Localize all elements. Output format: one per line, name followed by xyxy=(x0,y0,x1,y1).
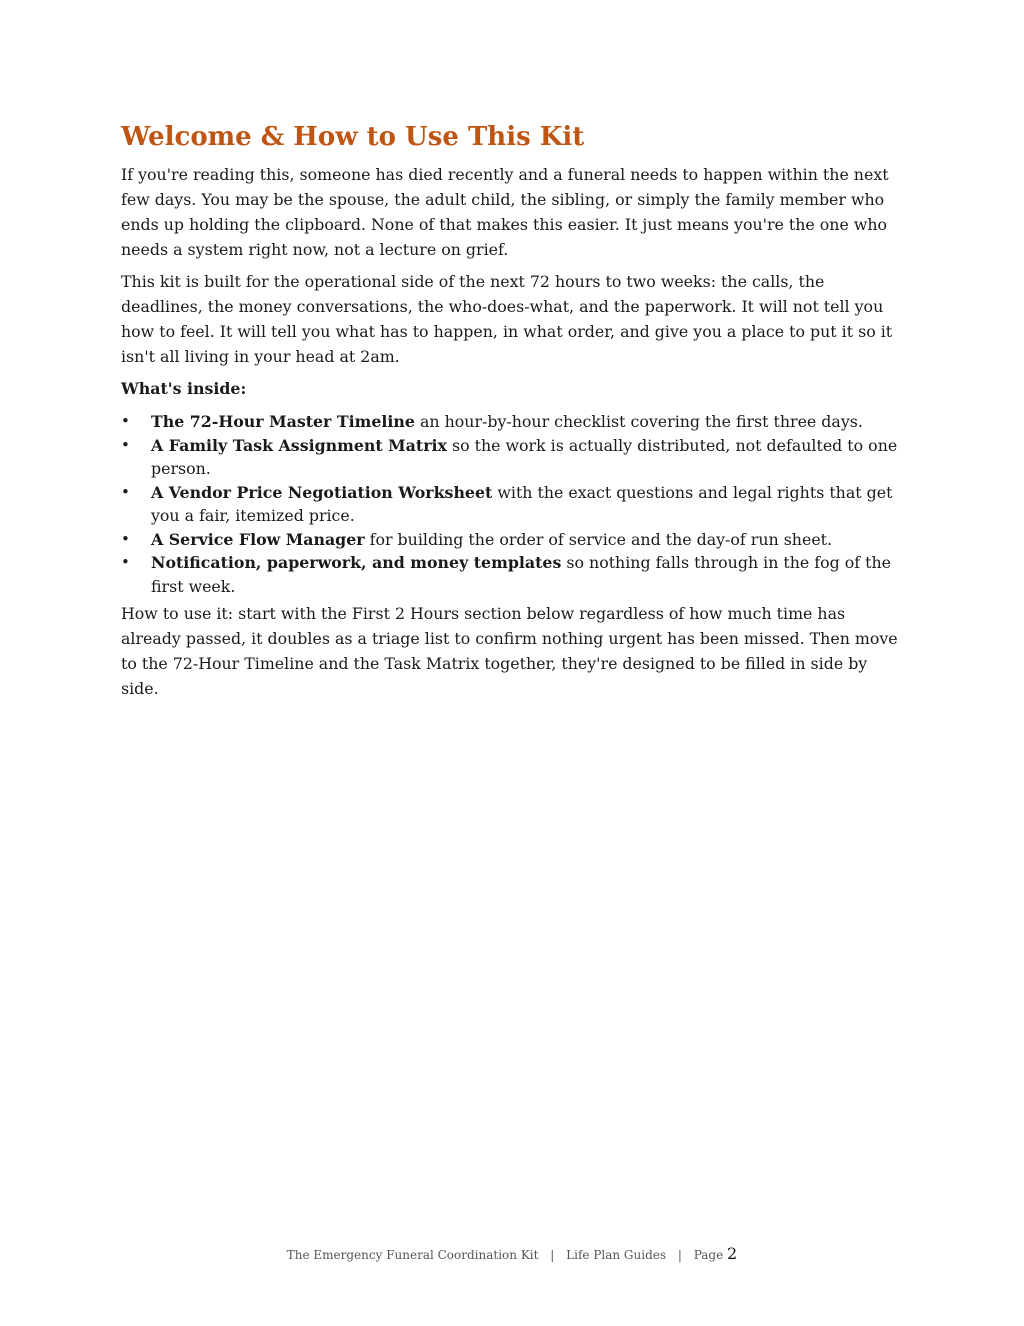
list-item-text: so the work is actually distributed, not defaulted to one person. xyxy=(151,435,898,478)
list-item-title: A Vendor Price Negotiation Worksheet xyxy=(151,482,493,502)
bullet-icon: • xyxy=(121,482,130,501)
list-item xyxy=(121,481,903,528)
footer-kit-title: The Emergency Funeral Coordination Kit xyxy=(286,1248,539,1262)
footer-page-number: 2 xyxy=(727,1244,738,1263)
footer-separator: | xyxy=(550,1248,555,1262)
scope-paragraph: This kit is built for the operational side of the next 72 hours to two weeks: the calls, the deadlines, the money conversations, the who-does-what, and the paperwork. It will not tell you how to feel. It will tell you what has to happen, in what order, and give you a place to put it so it isn't all living in your head at 2am. xyxy=(121,272,893,366)
list-item xyxy=(121,551,903,598)
list-item-title: A Service Flow Manager xyxy=(151,529,365,549)
list-item xyxy=(121,410,903,434)
list-item-text: for building the order of service and the day-of run sheet. xyxy=(364,529,833,549)
bullet-icon: • xyxy=(121,412,130,430)
list-item-text: with the exact questions and legal rights that get you a fair, itemized price. xyxy=(151,482,893,525)
list-item-title: Notification, paperwork, and money templates xyxy=(151,553,562,572)
list-item-title: A Family Task Assignment Matrix xyxy=(151,435,447,455)
footer-page-label: Page xyxy=(693,1248,724,1262)
how-to-use-paragraph: How to use it: start with the First 2 Hours section below regardless of how much time has already passed, it doubles as a triage list to confirm nothing urgent has been missed. Then move to the 72-Hour Timeline and the Task Matrix together, they're designed to be filled in side by side. xyxy=(121,604,898,698)
bullet-icon: • xyxy=(121,435,130,454)
list-item-text: so nothing falls through in the fog of the first week. xyxy=(151,553,892,596)
footer-publisher: Life Plan Guides xyxy=(566,1248,667,1262)
page-footer xyxy=(0,1244,1024,1263)
bullet-icon: • xyxy=(121,553,130,571)
contents-list xyxy=(121,410,903,598)
list-item-text: an hour-by-hour checklist covering the first three days. xyxy=(414,412,863,431)
page-heading: Welcome & How to Use This Kit xyxy=(121,122,585,152)
bullet-icon: • xyxy=(121,529,130,548)
intro-paragraph: If you're reading this, someone has died recently and a funeral needs to happen within the next few days. You may be the spouse, the adult child, the sibling, or simply the family member who ends up holding the clipboard. None of that makes this easier. It just means you're the one who needs a system right now, not a lecture on grief. xyxy=(121,165,889,259)
list-item xyxy=(121,528,903,552)
document-page xyxy=(121,118,903,708)
whats-inside-label: What's inside: xyxy=(121,379,247,398)
footer-separator: | xyxy=(677,1248,682,1262)
list-item-title: The 72-Hour Master Timeline xyxy=(151,412,415,431)
list-item xyxy=(121,434,903,481)
